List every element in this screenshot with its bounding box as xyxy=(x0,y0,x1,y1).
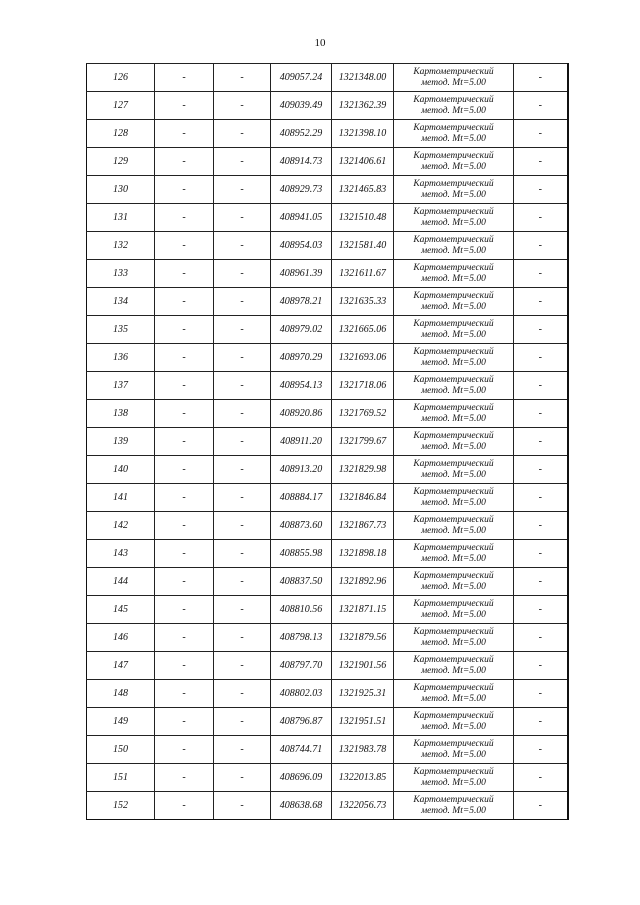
x-coordinate-cell: 409039.49 xyxy=(271,92,332,120)
method-cell xyxy=(394,764,514,792)
method-line-1: Картометрический xyxy=(413,122,494,133)
empty-cell: - xyxy=(155,652,214,680)
method-line-1: Картометрический xyxy=(413,402,494,413)
point-number-cell: 144 xyxy=(87,568,155,596)
empty-cell: - xyxy=(155,736,214,764)
method-line-2: метод. Мt=5.00 xyxy=(421,749,486,760)
empty-cell: - xyxy=(155,204,214,232)
table-row xyxy=(87,120,568,148)
method-cell xyxy=(394,792,514,820)
note-cell: - xyxy=(514,344,568,372)
method-line-2: метод. Мt=5.00 xyxy=(421,525,486,536)
empty-cell: - xyxy=(214,400,271,428)
table-row xyxy=(87,232,568,260)
empty-cell: - xyxy=(214,316,271,344)
empty-cell: - xyxy=(214,540,271,568)
empty-cell: - xyxy=(214,344,271,372)
method-line-2: метод. Мt=5.00 xyxy=(421,413,486,424)
table-row xyxy=(87,400,568,428)
point-number-cell: 136 xyxy=(87,344,155,372)
empty-cell: - xyxy=(155,792,214,820)
method-line-1: Картометрический xyxy=(413,598,494,609)
table-row xyxy=(87,792,568,820)
point-number-cell: 148 xyxy=(87,680,155,708)
method-line-1: Картометрический xyxy=(413,430,494,441)
y-coordinate-cell: 1321348.00 xyxy=(332,64,394,92)
x-coordinate-cell: 408796.87 xyxy=(271,708,332,736)
x-coordinate-cell: 408954.13 xyxy=(271,372,332,400)
x-coordinate-cell: 408979.02 xyxy=(271,316,332,344)
method-cell xyxy=(394,428,514,456)
method-cell xyxy=(394,652,514,680)
method-line-1: Картометрический xyxy=(413,626,494,637)
table-row xyxy=(87,568,568,596)
x-coordinate-cell: 408884.17 xyxy=(271,484,332,512)
empty-cell: - xyxy=(155,344,214,372)
method-line-1: Картометрический xyxy=(413,570,494,581)
method-line-2: метод. Мt=5.00 xyxy=(421,357,486,368)
empty-cell: - xyxy=(155,260,214,288)
method-cell xyxy=(394,680,514,708)
method-line-1: Картометрический xyxy=(413,738,494,749)
x-coordinate-cell: 408952.29 xyxy=(271,120,332,148)
method-line-2: метод. Мt=5.00 xyxy=(421,273,486,284)
note-cell: - xyxy=(514,260,568,288)
x-coordinate-cell: 408744.71 xyxy=(271,736,332,764)
method-line-1: Картометрический xyxy=(413,766,494,777)
note-cell: - xyxy=(514,680,568,708)
empty-cell: - xyxy=(214,736,271,764)
empty-cell: - xyxy=(155,624,214,652)
method-line-2: метод. Мt=5.00 xyxy=(421,189,486,200)
method-cell xyxy=(394,512,514,540)
y-coordinate-cell: 1321925.31 xyxy=(332,680,394,708)
point-number-cell: 151 xyxy=(87,764,155,792)
y-coordinate-cell: 1321799.67 xyxy=(332,428,394,456)
note-cell: - xyxy=(514,288,568,316)
method-line-1: Картометрический xyxy=(413,206,494,217)
method-cell xyxy=(394,232,514,260)
empty-cell: - xyxy=(155,764,214,792)
table-row xyxy=(87,764,568,792)
method-cell xyxy=(394,484,514,512)
empty-cell: - xyxy=(155,92,214,120)
note-cell: - xyxy=(514,372,568,400)
method-line-2: метод. Мt=5.00 xyxy=(421,245,486,256)
note-cell: - xyxy=(514,120,568,148)
x-coordinate-cell: 409057.24 xyxy=(271,64,332,92)
y-coordinate-cell: 1321635.33 xyxy=(332,288,394,316)
table-row xyxy=(87,204,568,232)
y-coordinate-cell: 1321879.56 xyxy=(332,624,394,652)
note-cell: - xyxy=(514,148,568,176)
y-coordinate-cell: 1321769.52 xyxy=(332,400,394,428)
point-number-cell: 142 xyxy=(87,512,155,540)
method-line-2: метод. Мt=5.00 xyxy=(421,553,486,564)
y-coordinate-cell: 1321983.78 xyxy=(332,736,394,764)
empty-cell: - xyxy=(155,484,214,512)
x-coordinate-cell: 408914.73 xyxy=(271,148,332,176)
method-line-2: метод. Мt=5.00 xyxy=(421,469,486,480)
method-line-2: метод. Мt=5.00 xyxy=(421,217,486,228)
note-cell: - xyxy=(514,204,568,232)
table-row xyxy=(87,596,568,624)
table-row xyxy=(87,624,568,652)
method-line-2: метод. Мt=5.00 xyxy=(421,777,486,788)
empty-cell: - xyxy=(155,428,214,456)
table-row xyxy=(87,344,568,372)
y-coordinate-cell: 1322056.73 xyxy=(332,792,394,820)
method-line-1: Картометрический xyxy=(413,682,494,693)
empty-cell: - xyxy=(214,64,271,92)
point-number-cell: 145 xyxy=(87,596,155,624)
note-cell: - xyxy=(514,568,568,596)
table-row xyxy=(87,428,568,456)
point-number-cell: 141 xyxy=(87,484,155,512)
method-line-2: метод. Мt=5.00 xyxy=(421,693,486,704)
y-coordinate-cell: 1321510.48 xyxy=(332,204,394,232)
table-row xyxy=(87,316,568,344)
point-number-cell: 147 xyxy=(87,652,155,680)
y-coordinate-cell: 1321829.98 xyxy=(332,456,394,484)
point-number-cell: 137 xyxy=(87,372,155,400)
point-number-cell: 146 xyxy=(87,624,155,652)
method-line-2: метод. Мt=5.00 xyxy=(421,805,486,816)
method-cell xyxy=(394,288,514,316)
method-line-1: Картометрический xyxy=(413,318,494,329)
x-coordinate-cell: 408855.98 xyxy=(271,540,332,568)
empty-cell: - xyxy=(214,148,271,176)
method-line-2: метод. Мt=5.00 xyxy=(421,301,486,312)
note-cell: - xyxy=(514,764,568,792)
table-row xyxy=(87,372,568,400)
table-row xyxy=(87,652,568,680)
note-cell: - xyxy=(514,624,568,652)
y-coordinate-cell: 1321398.10 xyxy=(332,120,394,148)
note-cell: - xyxy=(514,708,568,736)
empty-cell: - xyxy=(155,568,214,596)
method-line-1: Картометрический xyxy=(413,374,494,385)
point-number-cell: 126 xyxy=(87,64,155,92)
empty-cell: - xyxy=(214,596,271,624)
x-coordinate-cell: 408873.60 xyxy=(271,512,332,540)
note-cell: - xyxy=(514,512,568,540)
method-cell xyxy=(394,568,514,596)
y-coordinate-cell: 1321846.84 xyxy=(332,484,394,512)
x-coordinate-cell: 408970.29 xyxy=(271,344,332,372)
empty-cell: - xyxy=(214,708,271,736)
y-coordinate-cell: 1321362.39 xyxy=(332,92,394,120)
method-line-2: метод. Мt=5.00 xyxy=(421,609,486,620)
table-row xyxy=(87,484,568,512)
note-cell: - xyxy=(514,316,568,344)
y-coordinate-cell: 1321611.67 xyxy=(332,260,394,288)
table-row xyxy=(87,512,568,540)
method-line-1: Картометрический xyxy=(413,514,494,525)
method-cell xyxy=(394,708,514,736)
empty-cell: - xyxy=(155,372,214,400)
method-line-1: Картометрический xyxy=(413,234,494,245)
table-row xyxy=(87,680,568,708)
note-cell: - xyxy=(514,428,568,456)
empty-cell: - xyxy=(155,680,214,708)
point-number-cell: 129 xyxy=(87,148,155,176)
empty-cell: - xyxy=(214,232,271,260)
empty-cell: - xyxy=(214,680,271,708)
method-line-2: метод. Мt=5.00 xyxy=(421,161,486,172)
x-coordinate-cell: 408797.70 xyxy=(271,652,332,680)
empty-cell: - xyxy=(214,484,271,512)
x-coordinate-cell: 408911.20 xyxy=(271,428,332,456)
empty-cell: - xyxy=(214,288,271,316)
note-cell: - xyxy=(514,92,568,120)
empty-cell: - xyxy=(155,708,214,736)
y-coordinate-cell: 1321581.40 xyxy=(332,232,394,260)
coordinates-table xyxy=(86,63,569,820)
note-cell: - xyxy=(514,540,568,568)
y-coordinate-cell: 1321901.56 xyxy=(332,652,394,680)
point-number-cell: 128 xyxy=(87,120,155,148)
method-line-1: Картометрический xyxy=(413,710,494,721)
y-coordinate-cell: 1321892.96 xyxy=(332,568,394,596)
method-line-1: Картометрический xyxy=(413,486,494,497)
y-coordinate-cell: 1321871.15 xyxy=(332,596,394,624)
method-line-2: метод. Мt=5.00 xyxy=(421,77,486,88)
empty-cell: - xyxy=(155,120,214,148)
table-row xyxy=(87,736,568,764)
y-coordinate-cell: 1321406.61 xyxy=(332,148,394,176)
method-line-1: Картометрический xyxy=(413,150,494,161)
table-row xyxy=(87,148,568,176)
method-line-1: Картометрический xyxy=(413,458,494,469)
method-cell xyxy=(394,64,514,92)
method-cell xyxy=(394,316,514,344)
note-cell: - xyxy=(514,596,568,624)
method-line-2: метод. Мt=5.00 xyxy=(421,329,486,340)
point-number-cell: 134 xyxy=(87,288,155,316)
method-line-1: Картометрический xyxy=(413,66,494,77)
table-row xyxy=(87,456,568,484)
y-coordinate-cell: 1321898.18 xyxy=(332,540,394,568)
note-cell: - xyxy=(514,736,568,764)
method-line-1: Картометрический xyxy=(413,178,494,189)
note-cell: - xyxy=(514,64,568,92)
table-row xyxy=(87,708,568,736)
empty-cell: - xyxy=(214,120,271,148)
point-number-cell: 135 xyxy=(87,316,155,344)
table-row xyxy=(87,540,568,568)
method-line-1: Картометрический xyxy=(413,94,494,105)
point-number-cell: 138 xyxy=(87,400,155,428)
table-row xyxy=(87,92,568,120)
empty-cell: - xyxy=(155,232,214,260)
note-cell: - xyxy=(514,456,568,484)
x-coordinate-cell: 408920.86 xyxy=(271,400,332,428)
note-cell: - xyxy=(514,232,568,260)
empty-cell: - xyxy=(155,176,214,204)
empty-cell: - xyxy=(155,540,214,568)
empty-cell: - xyxy=(214,204,271,232)
method-line-2: метод. Мt=5.00 xyxy=(421,133,486,144)
empty-cell: - xyxy=(155,512,214,540)
note-cell: - xyxy=(514,400,568,428)
method-cell xyxy=(394,120,514,148)
method-line-2: метод. Мt=5.00 xyxy=(421,721,486,732)
empty-cell: - xyxy=(214,260,271,288)
method-cell xyxy=(394,260,514,288)
note-cell: - xyxy=(514,652,568,680)
empty-cell: - xyxy=(155,456,214,484)
method-cell xyxy=(394,344,514,372)
note-cell: - xyxy=(514,484,568,512)
table-body xyxy=(87,64,568,820)
empty-cell: - xyxy=(214,372,271,400)
method-cell xyxy=(394,148,514,176)
empty-cell: - xyxy=(214,176,271,204)
point-number-cell: 127 xyxy=(87,92,155,120)
point-number-cell: 130 xyxy=(87,176,155,204)
y-coordinate-cell: 1322013.85 xyxy=(332,764,394,792)
method-cell xyxy=(394,596,514,624)
method-line-2: метод. Мt=5.00 xyxy=(421,385,486,396)
method-cell xyxy=(394,540,514,568)
method-line-1: Картометрический xyxy=(413,262,494,273)
empty-cell: - xyxy=(155,148,214,176)
y-coordinate-cell: 1321718.06 xyxy=(332,372,394,400)
method-cell xyxy=(394,400,514,428)
method-cell xyxy=(394,456,514,484)
x-coordinate-cell: 408954.03 xyxy=(271,232,332,260)
point-number-cell: 150 xyxy=(87,736,155,764)
table-row xyxy=(87,288,568,316)
x-coordinate-cell: 408802.03 xyxy=(271,680,332,708)
method-cell xyxy=(394,176,514,204)
x-coordinate-cell: 408913.20 xyxy=(271,456,332,484)
y-coordinate-cell: 1321951.51 xyxy=(332,708,394,736)
x-coordinate-cell: 408837.50 xyxy=(271,568,332,596)
empty-cell: - xyxy=(155,596,214,624)
empty-cell: - xyxy=(155,316,214,344)
point-number-cell: 149 xyxy=(87,708,155,736)
method-line-1: Картометрический xyxy=(413,542,494,553)
x-coordinate-cell: 408929.73 xyxy=(271,176,332,204)
y-coordinate-cell: 1321693.06 xyxy=(332,344,394,372)
method-cell xyxy=(394,92,514,120)
table-row xyxy=(87,176,568,204)
x-coordinate-cell: 408941.05 xyxy=(271,204,332,232)
empty-cell: - xyxy=(155,400,214,428)
empty-cell: - xyxy=(214,652,271,680)
x-coordinate-cell: 408696.09 xyxy=(271,764,332,792)
empty-cell: - xyxy=(214,624,271,652)
method-line-2: метод. Мt=5.00 xyxy=(421,497,486,508)
method-line-2: метод. Мt=5.00 xyxy=(421,105,486,116)
point-number-cell: 140 xyxy=(87,456,155,484)
note-cell: - xyxy=(514,176,568,204)
point-number-cell: 152 xyxy=(87,792,155,820)
y-coordinate-cell: 1321665.06 xyxy=(332,316,394,344)
empty-cell: - xyxy=(214,568,271,596)
page-number: 10 xyxy=(314,37,326,49)
point-number-cell: 133 xyxy=(87,260,155,288)
empty-cell: - xyxy=(214,512,271,540)
point-number-cell: 132 xyxy=(87,232,155,260)
method-line-1: Картометрический xyxy=(413,290,494,301)
y-coordinate-cell: 1321465.83 xyxy=(332,176,394,204)
x-coordinate-cell: 408638.68 xyxy=(271,792,332,820)
method-line-1: Картометрический xyxy=(413,654,494,665)
method-line-2: метод. Мt=5.00 xyxy=(421,665,486,676)
x-coordinate-cell: 408810.56 xyxy=(271,596,332,624)
method-line-2: метод. Мt=5.00 xyxy=(421,441,486,452)
empty-cell: - xyxy=(214,428,271,456)
method-line-1: Картометрический xyxy=(413,346,494,357)
x-coordinate-cell: 408978.21 xyxy=(271,288,332,316)
method-cell xyxy=(394,204,514,232)
empty-cell: - xyxy=(214,92,271,120)
x-coordinate-cell: 408961.39 xyxy=(271,260,332,288)
method-cell xyxy=(394,736,514,764)
method-line-1: Картометрический xyxy=(413,794,494,805)
point-number-cell: 131 xyxy=(87,204,155,232)
empty-cell: - xyxy=(214,792,271,820)
empty-cell: - xyxy=(155,288,214,316)
method-line-2: метод. Мt=5.00 xyxy=(421,637,486,648)
y-coordinate-cell: 1321867.73 xyxy=(332,512,394,540)
method-cell xyxy=(394,624,514,652)
method-cell xyxy=(394,372,514,400)
point-number-cell: 139 xyxy=(87,428,155,456)
note-cell: - xyxy=(514,792,568,820)
method-line-2: метод. Мt=5.00 xyxy=(421,581,486,592)
empty-cell: - xyxy=(214,456,271,484)
table-row xyxy=(87,260,568,288)
table-row xyxy=(87,64,568,92)
point-number-cell: 143 xyxy=(87,540,155,568)
x-coordinate-cell: 408798.13 xyxy=(271,624,332,652)
empty-cell: - xyxy=(214,764,271,792)
empty-cell: - xyxy=(155,64,214,92)
